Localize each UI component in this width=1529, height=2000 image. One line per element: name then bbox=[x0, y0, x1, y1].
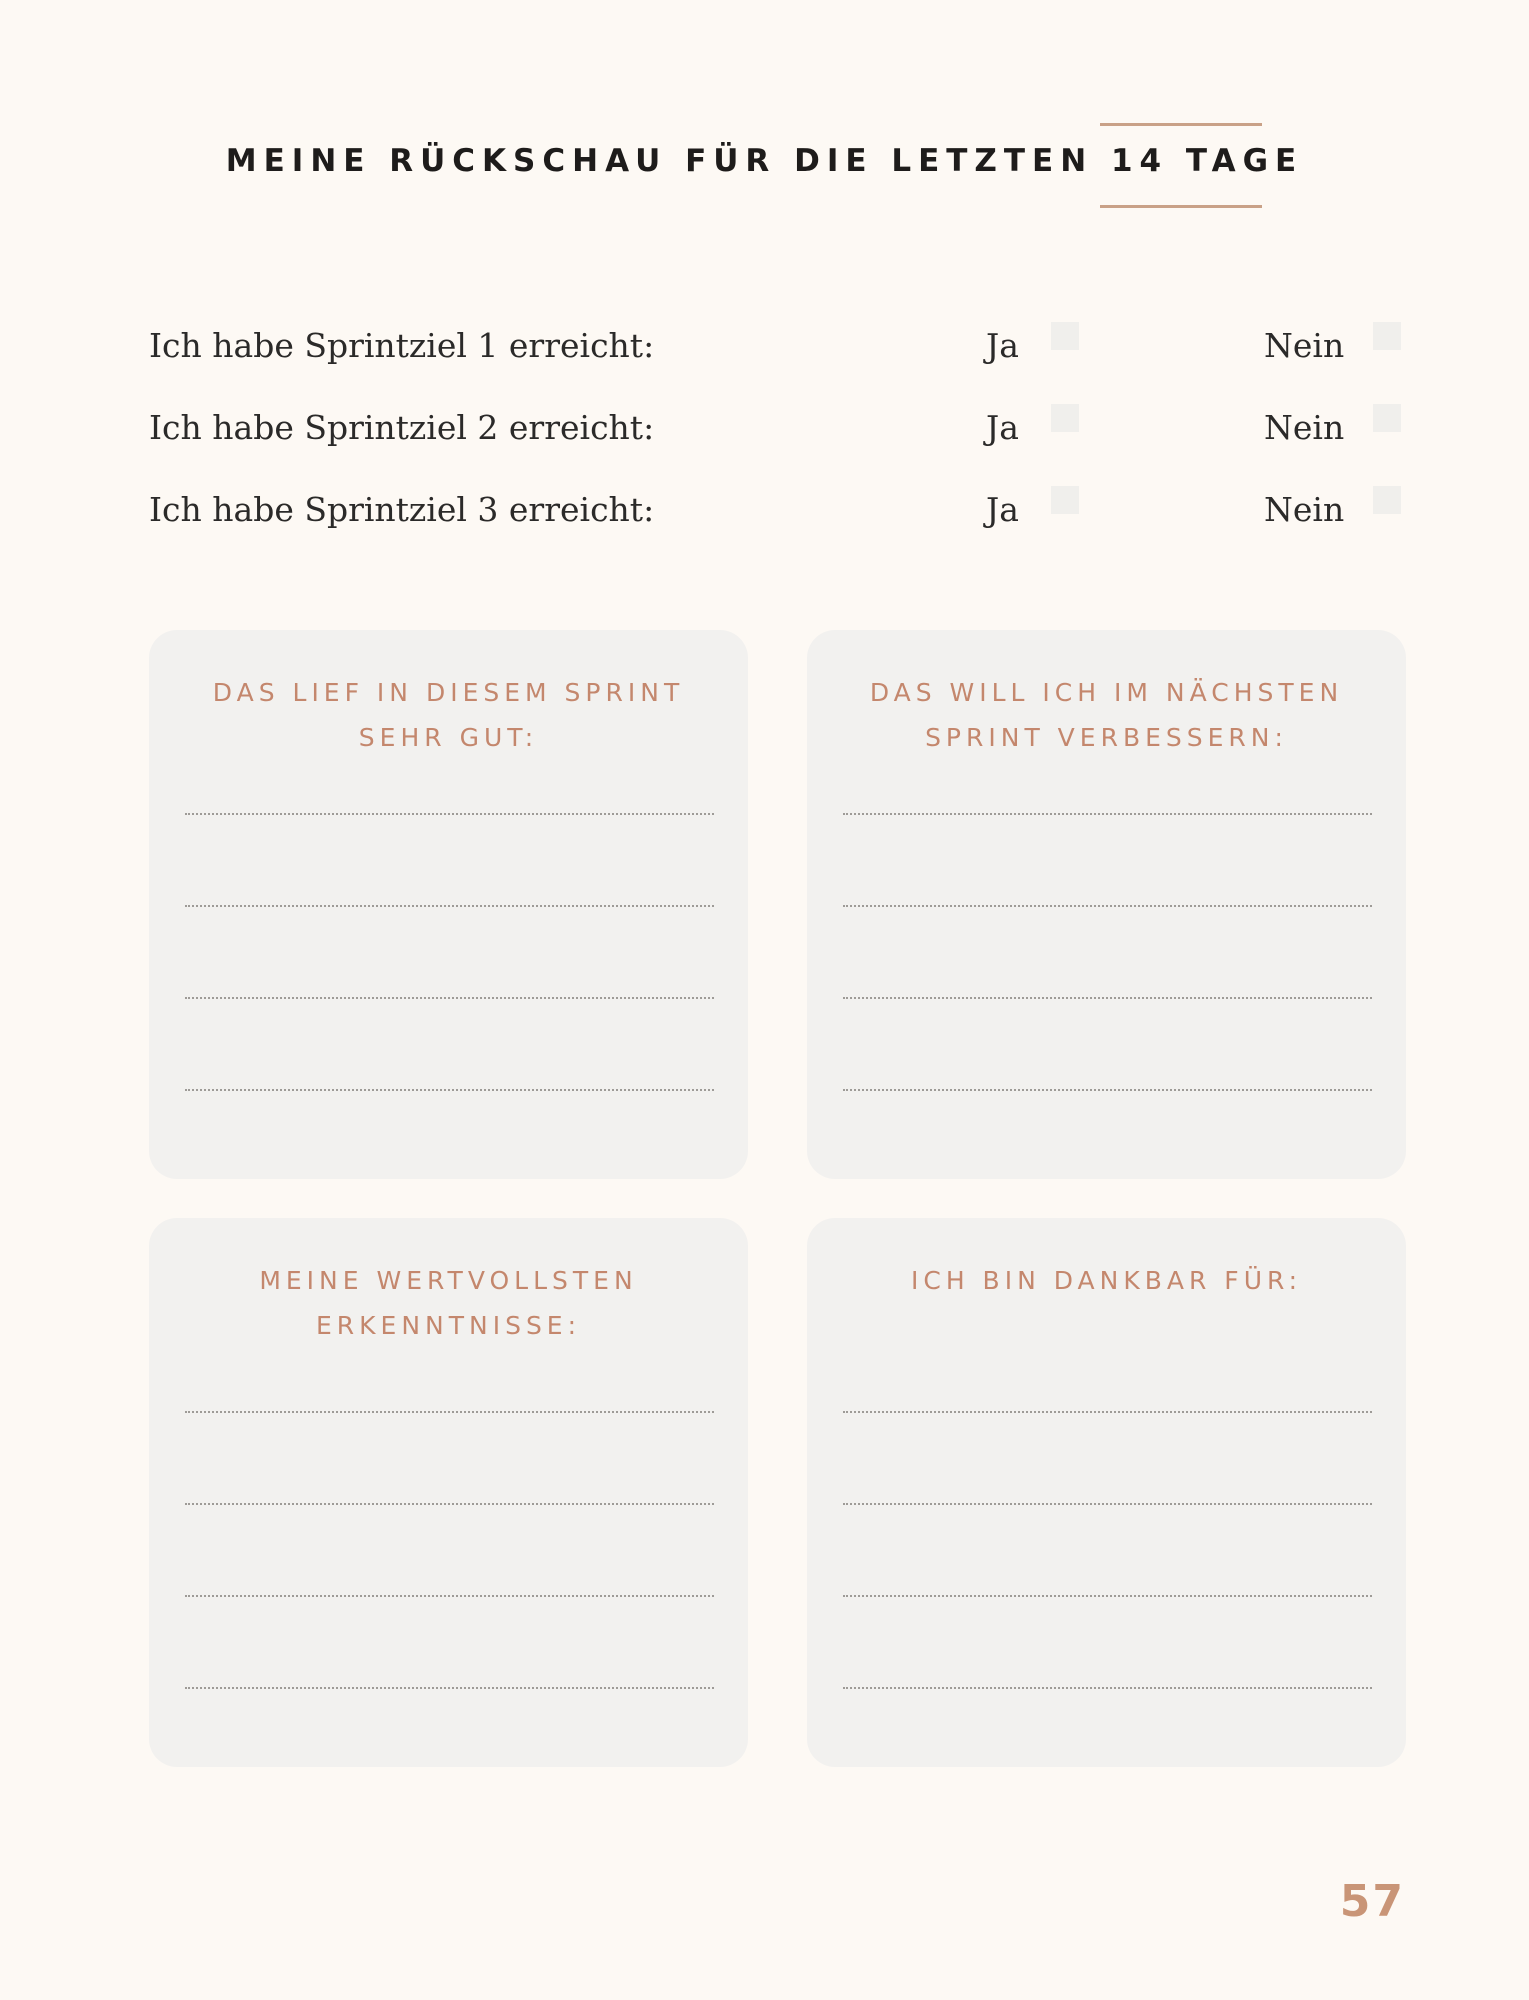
yes-checkbox[interactable] bbox=[1051, 404, 1079, 432]
panel-gratitude bbox=[807, 1218, 1406, 1767]
writing-line[interactable] bbox=[843, 1595, 1372, 1597]
goal-row-1 bbox=[0, 322, 1529, 372]
panel-insights bbox=[149, 1218, 748, 1767]
yes-label: Ja bbox=[986, 408, 1019, 447]
writing-line[interactable] bbox=[185, 1503, 714, 1505]
panel-went-well bbox=[149, 630, 748, 1179]
writing-line[interactable] bbox=[185, 813, 714, 815]
goal-label: Ich habe Sprintziel 3 erreicht: bbox=[149, 490, 655, 529]
no-checkbox[interactable] bbox=[1373, 404, 1401, 432]
panel-title: DAS LIEF IN DIESEM SPRINT SEHR GUT: bbox=[212, 678, 685, 752]
page-number: 57 bbox=[1339, 1876, 1405, 1927]
writing-line[interactable] bbox=[843, 813, 1372, 815]
no-checkbox[interactable] bbox=[1373, 486, 1401, 514]
writing-line[interactable] bbox=[185, 1595, 714, 1597]
page-title: MEINE RÜCKSCHAU FÜR DIE LETZTEN 14 TAGE bbox=[225, 143, 1304, 179]
writing-line[interactable] bbox=[185, 905, 714, 907]
title-rule-bottom bbox=[1100, 205, 1262, 208]
no-label: Nein bbox=[1264, 326, 1345, 365]
yes-checkbox[interactable] bbox=[1051, 486, 1079, 514]
goal-label: Ich habe Sprintziel 1 erreicht: bbox=[149, 326, 655, 365]
panel-improve bbox=[807, 630, 1406, 1179]
writing-line[interactable] bbox=[843, 1687, 1372, 1689]
yes-label: Ja bbox=[986, 326, 1019, 365]
panel-title: ICH BIN DANKBAR FÜR: bbox=[910, 1266, 1303, 1295]
goal-label: Ich habe Sprintziel 2 erreicht: bbox=[149, 408, 655, 447]
writing-line[interactable] bbox=[185, 1411, 714, 1413]
yes-label: Ja bbox=[986, 490, 1019, 529]
no-label: Nein bbox=[1264, 490, 1345, 529]
panel-title: MEINE WERTVOLLSTEN ERKENNTNISSE: bbox=[259, 1266, 638, 1340]
writing-line[interactable] bbox=[185, 1687, 714, 1689]
yes-checkbox[interactable] bbox=[1051, 322, 1079, 350]
writing-line[interactable] bbox=[843, 1089, 1372, 1091]
writing-line[interactable] bbox=[843, 1411, 1372, 1413]
no-checkbox[interactable] bbox=[1373, 322, 1401, 350]
writing-line[interactable] bbox=[843, 997, 1372, 999]
writing-line[interactable] bbox=[185, 997, 714, 999]
goal-row-3 bbox=[0, 486, 1529, 536]
no-label: Nein bbox=[1264, 408, 1345, 447]
writing-line[interactable] bbox=[185, 1089, 714, 1091]
writing-line[interactable] bbox=[843, 905, 1372, 907]
writing-line[interactable] bbox=[843, 1503, 1372, 1505]
title-rule-top bbox=[1100, 123, 1262, 126]
panel-title: DAS WILL ICH IM NÄCHSTEN SPRINT VERBESSERN: bbox=[869, 678, 1344, 752]
goal-row-2 bbox=[0, 404, 1529, 454]
